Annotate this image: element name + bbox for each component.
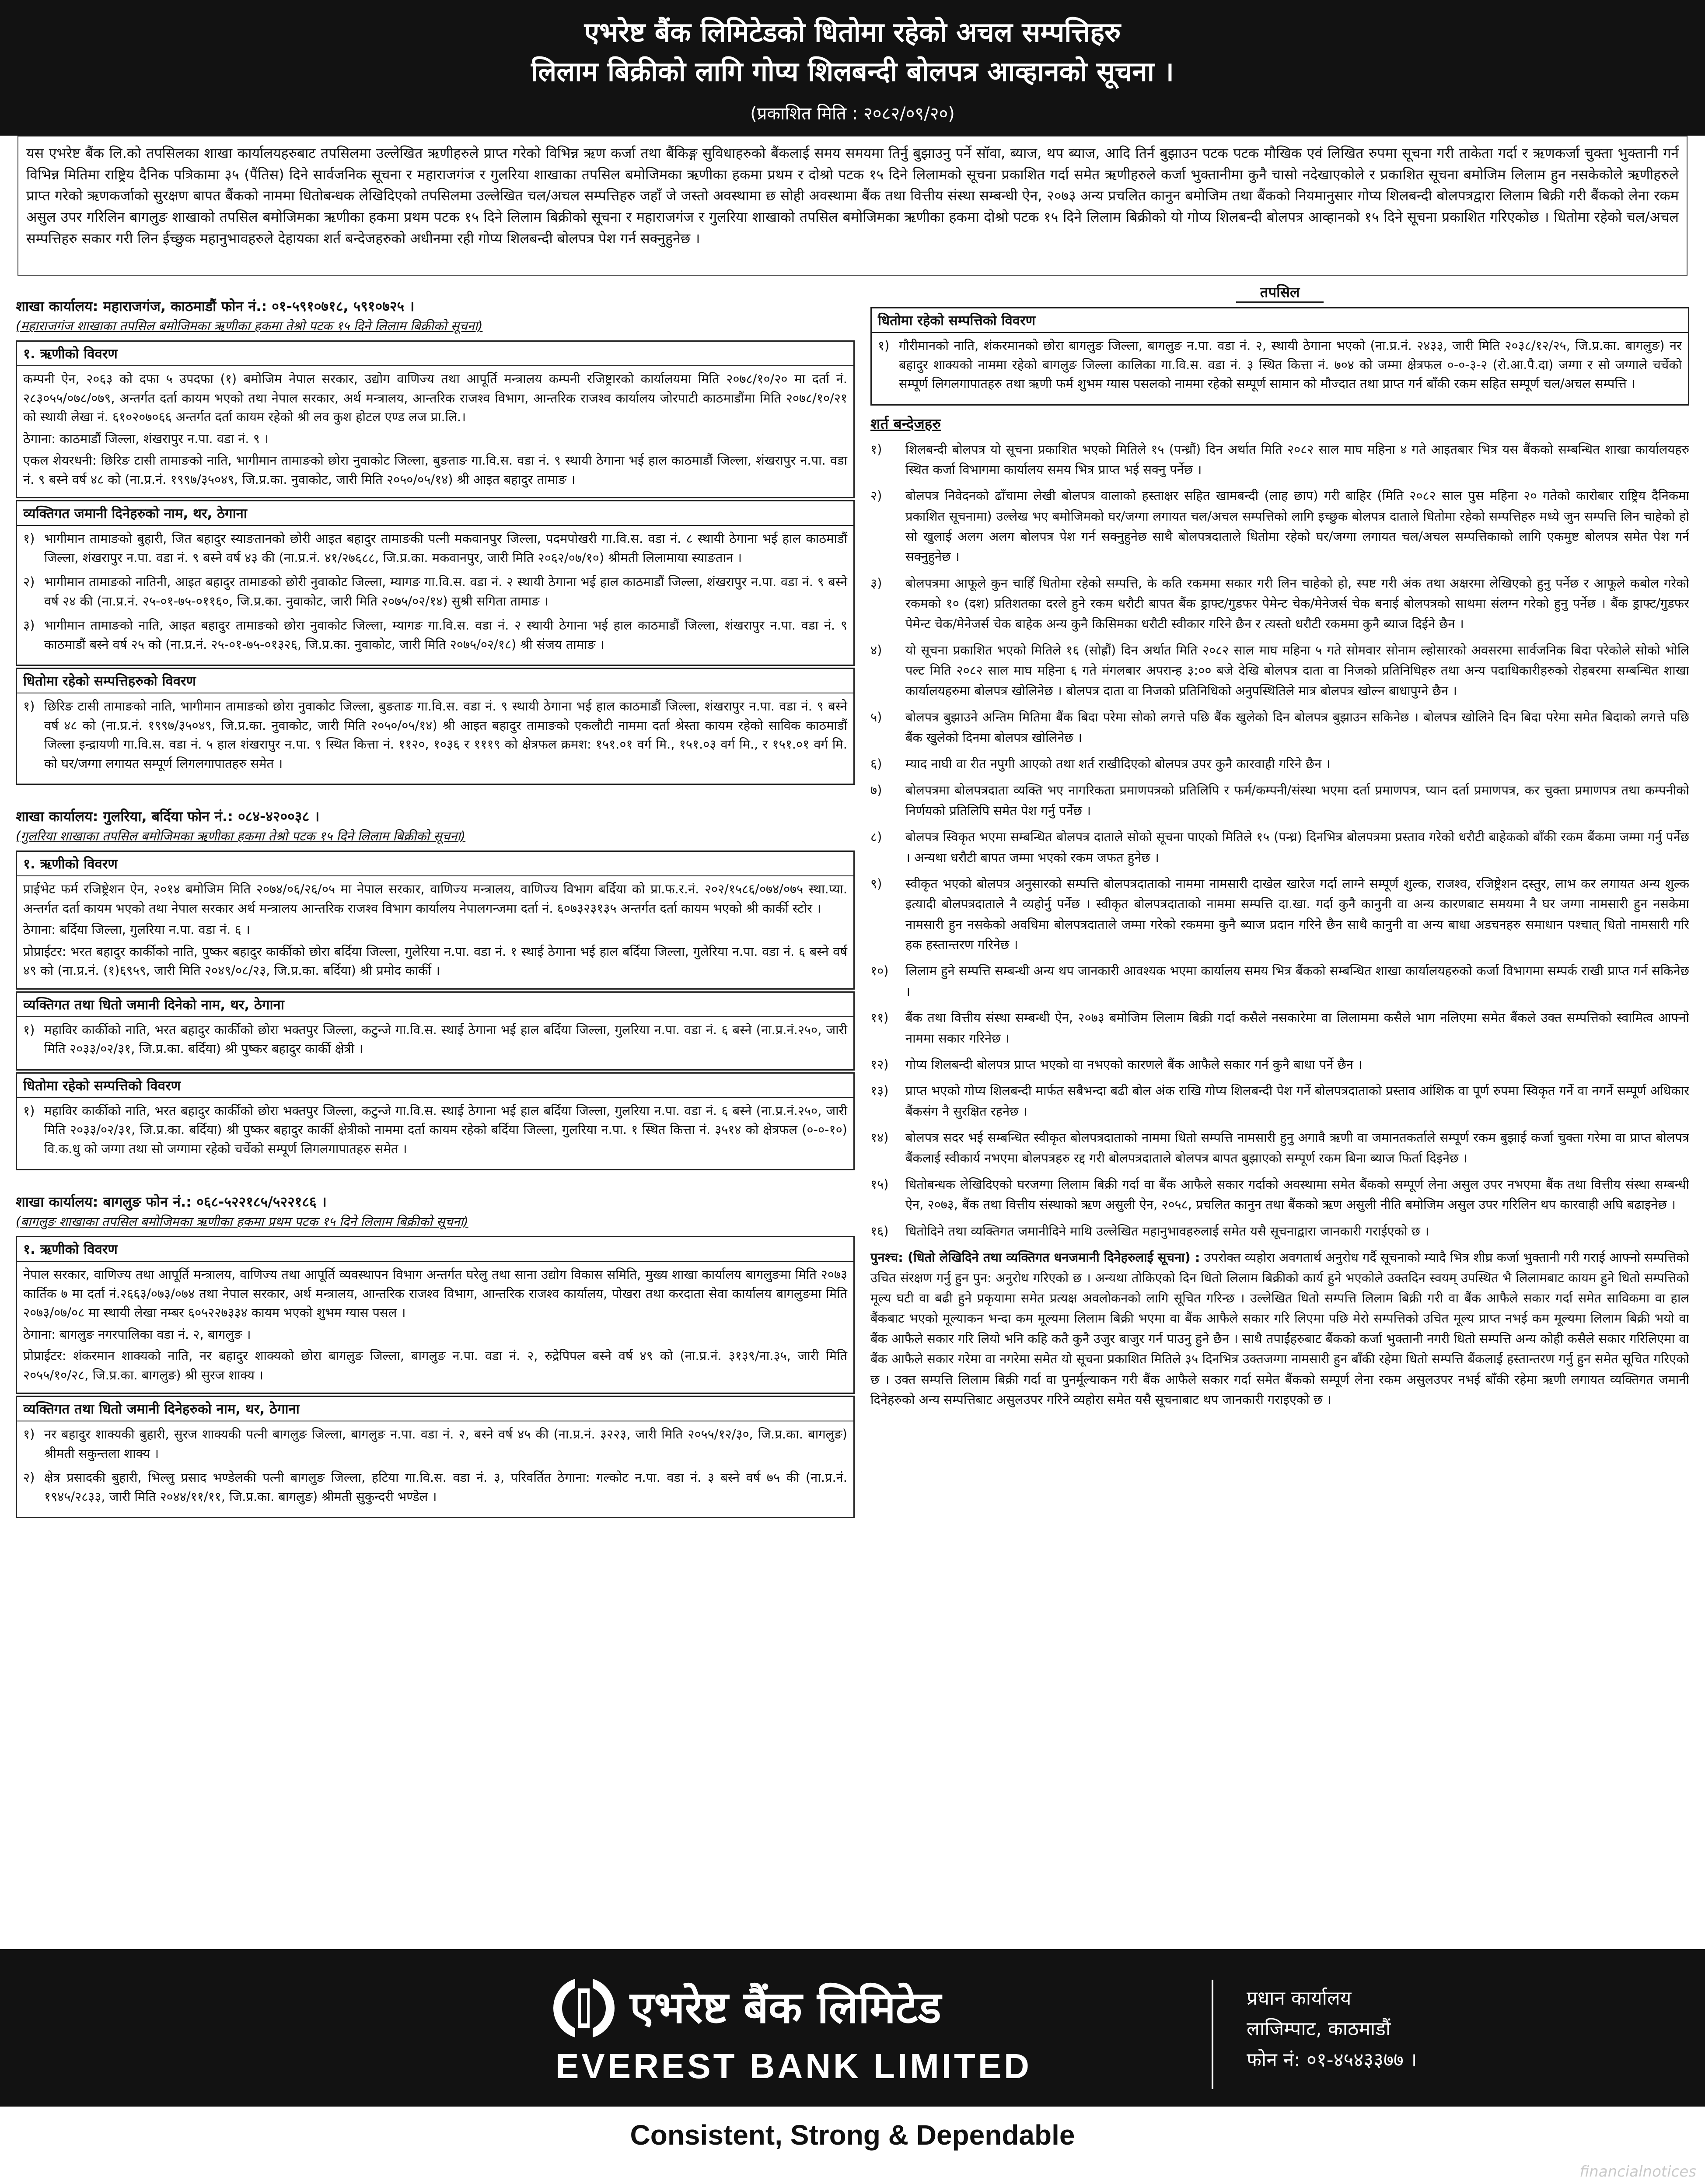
notice-title-line1: एभरेष्ट बैंक लिमिटेडको धितोमा रहेको अचल सम्पत्तिहरु xyxy=(584,16,1121,48)
condition-number: १४) xyxy=(870,1130,889,1145)
condition-item xyxy=(870,1008,1689,1048)
condition-item xyxy=(870,573,1689,634)
condition-text: बोलपत्रमा आफूले कुन चाहिँ धितोमा रहेको सम्पत्ति, के कति रकममा सकार गरी लिन चाहेको हो, स्पष्ट गरी अंक तथा अक्षरमा लेखिएको हुनु पर्नेछ र आफूले कबोल गरेको रकमको १० (दश) प्रतिशतका दरले हुने रकम धरौटी बापत बैंक ड्राफ्ट/गुडफर पेमेन्ट चेक/मेनेजर्स चेक बनाई बोलपत्रको साथमा संलग्न गरेको हुनु पर्नेछ । बैंक ड्राफ्ट/गुडफर पेमेन्ट चेक/मेनेजर्स चेक बाहेक अन्य कुनै किसिमका धरौटी स्वीकार गरिने छैन र त्यस्तो धरौटी रकममा कुनै ब्याज दिईने छैन । xyxy=(905,575,1689,631)
condition-text: प्राप्त भएको गोप्य शिलबन्दी मार्फत सबैभन्दा बढी बोल अंक राखि गोप्य शिलबन्दी पेश गर्ने बोलपत्रदाताको प्रस्ताव आंशिक वा पूर्ण रुपमा स्विकृत गर्ने वा नगर्ने सम्पूर्ण अधिकार बैंकसंग नै सुरक्षित रहनेछ । xyxy=(905,1083,1689,1119)
branch-office-heading: शाखा कार्यालय: गुलरिया, बर्दिया फोन नं.: ०८४-४२००३८ । xyxy=(16,808,320,825)
condition-number: १३) xyxy=(870,1083,889,1099)
condition-text: बोलपत्र स्विकृत भएमा सम्बन्धित बोलपत्र दाताले सोको सूचना पाएको मितिले १५ (पन्ध्र) दिनभित्र बोलपत्रमा प्रस्ताव गरेको धरौटी बाहेकको बाँकी रकम बैंकमा जम्मा गर्नु पर्नेछ । अन्यथा धरौटी बापत जम्मा भएको रकम जफत हुनेछ । xyxy=(905,830,1689,865)
borrower-para: नेपाल सरकार, वाणिज्य तथा आपूर्ति मन्त्रालय, वाणिज्य तथा आपूर्ति व्यवस्थापन विभाग अन्तर्गत घरेलु तथा साना उद्योग विकास समिति, मुख्य शाखा कार्यालय बागलुङमा मिति २०७३ कार्तिक ७ मा दर्ता नं.२६६३/०७३/०७४ तथा नेपाल सरकार, अर्थ मन्त्रालय, आन्तरिक राजश्व विभाग, आन्तरिक राजश्व कार्यालय, पोखरा तथा करदाता सेवा कार्यालय बागलुङमा मिति २०७३/०७/०८ मा स्थायी लेखा नम्बर ६०५२२७३३४ कायम भएको शुभम ग्यास पसल । xyxy=(23,1267,847,1320)
tapsil-heading: तपसिल xyxy=(1236,282,1324,303)
branch-office-heading: शाखा कार्यालय: महाराजगंज, काठमाडौं फोन नं.: ०१-५९१०७१८, ५९१०७२५ । xyxy=(16,298,415,315)
condition-number: ११) xyxy=(870,1010,889,1026)
borrower-para: प्रोप्राईटर: शंकरमान शाक्यको नाति, नर बहादुर शाक्यको छोरा बागलुङ जिल्ला, बागलुङ न.पा. वडा नं. २, रुद्रेपिपल बस्ने वर्ष ४९ को (ना.प्र.नं. ३१३९/ना.३५, जारी मिति २०५५/१०/२८, जि.प्र.का. बागलुङ) श्री सुरज शाक्य । xyxy=(23,1348,847,1382)
guarantor-box xyxy=(16,1396,855,1518)
head-office-label: प्रधान कार्यालय xyxy=(1247,1987,1352,2009)
borrower-para: ठेगाना: काठमाडौं जिल्ला, शंखरापुर न.पा. वडा नं. ९ । xyxy=(23,431,269,446)
condition-number: १) xyxy=(870,441,882,457)
borrower-para: ठेगाना: बागलुङ नगरपालिका वडा नं. २, बागलुङ । xyxy=(23,1326,251,1342)
property-box xyxy=(16,668,855,785)
intro-paragraph: यस एभरेष्ट बैंक लि.को तपसिलका शाखा कार्यालयहरुबाट तपसिलमा उल्लेखित ऋणीहरुले प्राप्त गरेको विभिन्न ऋण कर्जा तथा बैंकिङ्ग सुविधाहरुको बैंकलाई समय समयमा तिर्नु बुझाउनु पर्ने सॉवा, ब्याज, थप ब्याज, आदि तिर्न बुझाउन पटक पटक मौखिक एवं लिखित रुपमा सूचना गरी ताकेता गर्दा र ऋणकर्जा चुक्ता भुक्तानी गर्न विभिन्न मितिमा राष्ट्रिय दैनिक पत्रिकामा ३५ (पैंतिस) दिने सार्वजनिक सूचना र महाराजगंज र गुलरिया शाखाका तपसिल बमोजिमका ऋणीका हकमा प्रथम र दोश्रो पटक १५ दिने लिलामको सूचना प्रकाशित गर्दा समेत ऋणीहरुले कर्जा भुक्तानीमा कुनै चासो नदेखाएकोले र प्रकाशित सूचना बमोजिम लिलाम हुन नसकेकोले ऋणीहरुले प्राप्त गरेको ऋणकर्जाको सुरक्षण बापत बैंकको नाममा धितोबन्धक लेखिदिएको तपसिलमा उल्लेखित चल/अचल सम्पत्तिहरु जहाँ जे जस्तो अवस्थामा छ सोही अवस्थामा बैंक तथा वित्तीय संस्था सम्बन्धी ऐन, २०७३ अन्य प्रचलित कानुन बमोजिम तथा बैंकको नियमानुसार गोप्य शिलबन्दी बोलपत्रद्वारा लिलाम बिक्री गरी बैंकको लेना रकम असुल उपर गरिलिन बागलुङ शाखाको तपसिल बमोजिमका ऋणीका हकमा प्रथम पटक १५ दिने लिलाम बिक्रीको सूचना र महाराजगंज र गुलरिया शाखाको तपसिल बमोजिमका ऋणीका हकमा दोश्रो पटक १५ दिने लिलाम बिक्रीको यो गोप्य शिलबन्दी बोलपत्र आव्हानको १५ दिने सूचना प्रकाशित गरिएकोछ । धितोमा रहेको चल/अचल सम्पत्तिहरु सकार गरी लिन ईच्छुक महानुभावहरुले देहायका शर्त बन्देजहरुको अधीनमा रही गोप्य शिलबन्दी बोलपत्र पेश गर्न सक्नुहुनेछ । xyxy=(17,136,1688,276)
guarantor-item: ३) भागीमान तामाङको नाति, आइत बहादुर तामाङको छोरा नुवाकोट जिल्ला, म्यागङ गा.वि.स. वडा नं. २ स्थायी ठेगाना भई हाल काठमाडौं जिल्ला, शंखरापुर न.पा. वडा नं. ९ काठमाडौं बस्ने वर्ष २५ को (ना.प्र.नं. २५-०१-७५-०१३२६, जि.प्र.का. नुवाकोट, जारी मिति २०७५/०२/१८) श्री संजय तामाङ । xyxy=(23,618,847,652)
condition-number: १६) xyxy=(870,1223,889,1239)
branch-notice-note: (महाराजगंज शाखाका तपसिल बमोजिमका ऋणीका हकमा तेश्रो पटक १५ दिने लिलाम बिक्रीको सूचना) xyxy=(16,318,483,333)
borrower-box xyxy=(16,340,855,498)
condition-number: ८) xyxy=(870,830,882,845)
condition-text: धितोबन्धक लेखिदिएको घरजग्गा लिलाम बिक्री गर्दा वा बैंक आफैले सकार गर्दाको अवस्थामा समेत बैंकको सम्पूर्ण लेना असुल उपर नभएमा बैंक तथा वित्तीय संस्था सम्बन्धी ऐन, २०७३, बैंक तथा वित्तीय संस्थाको ऋण असुली ऐन, २०५८, प्रचलित कानुन तथा बैंकको ऋण असुली नीति बमोजिम असुल उपर गरिलिन थप कारवाही अघि बढाइनेछ । xyxy=(905,1177,1689,1212)
condition-number: ६) xyxy=(870,756,882,771)
bank-name-nepali: एभरेष्ट बैंक लिमिटेड xyxy=(630,1982,941,2033)
guarantor-box xyxy=(16,500,855,666)
borrower-title: १. ऋणीको विवरण xyxy=(17,1237,853,1262)
condition-number: २) xyxy=(870,488,882,504)
condition-text: गोप्य शिलबन्दी बोलपत्र प्राप्त भएको वा नभएकाे कारणले बैंक आफैले सकार गर्न कुनै बाधा पर्ने छैन । xyxy=(905,1057,1363,1072)
condition-item xyxy=(870,1081,1689,1121)
borrower-para: प्रोप्राईटर: भरत बहादुर कार्कीको नाति, पुष्कर बहादुर कार्कीको छोरा बर्दिया जिल्ला, गुलेरिया न.पा. वडा नं. १ स्थाई ठेगाना भई हाल बर्दिया जिल्ला, गुलेरिया न.पा. वडा नं. ६ बस्ने वर्ष ४९ को (ना.प्र.नं. (१)६९५९, जारी मिति २०४९/०८/२३, जि.प्र.का. बर्दिया) श्री प्रमोद कार्की । xyxy=(23,944,847,978)
branch-notice-note: (बागलुङ शाखाका तपसिल बमोजिमका ऋणीका हकमा प्रथम पटक १५ दिने लिलाम बिक्रीको सूचना) xyxy=(16,1214,468,1229)
guarantor-item: १) नर बहादुर शाक्यकी बुहारी, सुरज शाक्यकी पत्नी बागलुङ जिल्ला, बागलुङ न.पा. वडा नं. २, बस्ने वर्ष ४५ की (ना.प्र.नं. ३२२३, जारी मिति २०५५/१२/३०, जि.प्र.का. बागलुङ) श्रीमती सकुन्तला शाक्य । xyxy=(23,1427,847,1461)
condition-number: ३) xyxy=(870,575,882,591)
collateral-title: धितोमा रहेको सम्पत्तिको विवरण xyxy=(872,308,1688,333)
branch-office-heading: शाखा कार्यालय: बागलुङ फोन नं.: ०६८-५२२१८५/५२२१८६ । xyxy=(16,1194,327,1210)
borrower-box xyxy=(16,850,855,990)
condition-item xyxy=(870,961,1689,1001)
guarantor-item: १) महाविर कार्कीको नाति, भरत बहादुर कार्कीको छोरा भक्तपुर जिल्ला, कटुन्जे गा.वि.स. स्थाई ठेगाना भई हाल बर्दिया जिल्ला, गुलरिया न.पा. वडा नं. ६ बस्ने (ना.प्र.नं.२५०, जारी मिति २०३३/०२/३१, जि.प्र.का. बर्दिया) श्री पुष्कर बहादुर कार्की क्षेत्री । xyxy=(23,1022,847,1056)
condition-item xyxy=(870,486,1689,567)
condition-number: ९) xyxy=(870,876,882,891)
conditions-list xyxy=(870,439,1689,1242)
bank-tagline: Consistent, Strong & Dependable xyxy=(630,2119,1075,2151)
bank-footer xyxy=(0,1949,1705,2107)
guarantor-item: १) भागीमान तामाङको बुहारी, जित बहादुर स्याङतानको छोरी आइत बहादुर तामाङकी पत्नी मकवानपुर जिल्ला, पदमपोखरी गा.वि.स. वडा नं. ८ स्थायी ठेगाना भई हाल काठमाडौं जिल्ला, शंखरापुर न.पा. वडा नं. ९ बस्ने वर्ष ४३ की (ना.प्र.नं. ४१/२७६८८, जि.प्र.का. मकवानपुर, जारी मिति २०६२/०७/१०) श्रीमती लिलामाया स्याङतान । xyxy=(23,531,847,565)
head-office-address: लाजिम्पाट, काठमाडौं xyxy=(1247,2018,1391,2040)
borrower-title: १. ऋणीको विवरण xyxy=(17,342,853,366)
condition-item xyxy=(870,1221,1689,1241)
guarantor-title: व्यक्तिगत जमानी दिनेहरुको नाम, थर, ठेगाना xyxy=(17,501,853,526)
conditions-column xyxy=(870,280,1689,1938)
property-item: १) महाविर कार्कीको नाति, भरत बहादुर कार्कीको छोरा भक्तपुर जिल्ला, कटुन्जे गा.वि.स. स्थाई ठेगाना भई हाल बर्दिया जिल्ला, गुलरिया न.पा. वडा नं. ६ बस्ने (ना.प्र.नं.२५०, जारी मिति २०३३/०२/३१, जि.प्र.का. बर्दिया) श्री पुष्कर बहादुर कार्की क्षेत्रीको नाममा दर्ता कायम रहेको बर्दिया जिल्ला, गुलरिया न.पा. १ स्थित कित्ता नं. ३५१४ को क्षेत्रफल (०-०-१०) वि.क.धु को जग्गा तथा सो जग्गामा रहेको चर्चेको सम्पूर्ण लिगलगापातहरु समेत । xyxy=(23,1103,847,1156)
condition-item xyxy=(870,439,1689,480)
condition-number: १५) xyxy=(870,1177,889,1192)
borrower-para: प्राईभेट फर्म रजिष्ट्रेशन ऐन, २०१४ बमोजिम मिति २०७४/०६/२६/०५ मा नेपाल सरकार, वाणिज्य मन्त्रालय, वाणिज्य विभाग बर्दिया को प्रा.फ.र.नं. २०२/१५८६/०७४/०७५ स्था.प्या. अन्तर्गत दर्ता कायम भएको तथा नेपाल सरकार अर्थ मन्त्रालय आन्तरिक राजश्व विभाग कार्यालय नेपालगन्जमा दर्ता नं. ६०७३२३१३५ अन्तर्गत दर्ता कायम भएको श्री कार्की स्टोर । xyxy=(23,882,847,916)
condition-item xyxy=(870,827,1689,868)
condition-item xyxy=(870,707,1689,748)
condition-item xyxy=(870,1054,1689,1074)
bank-name-english: EVEREST BANK LIMITED xyxy=(556,2047,1032,2086)
condition-item xyxy=(870,780,1689,821)
published-date: (प्रकाशित मिति : २०८२/०९/२०) xyxy=(750,104,955,124)
condition-item xyxy=(870,1127,1689,1168)
condition-text: लिलाम हुने सम्पत्ति सम्बन्धी अन्य थप जानकारी आवश्यक भएमा कार्यालय समय भित्र बैंकको सम्बन्धित शाखा कार्यालयहरुको कर्जा विभागमा सम्पर्क राखी प्राप्त गर्न सकिनेछ । xyxy=(905,963,1689,999)
head-office-info xyxy=(1247,1983,1417,2076)
condition-text: बोलपत्रमा बोलपत्रदाता व्यक्ति भए नागरिकता प्रमाणपत्रको प्रतिलिपि र फर्म/कम्पनी/संस्था भएमा दर्ता प्रमाणपत्र, प्यान दर्ता प्रमाणपत्र, कर चुक्ता प्रमाणपत्र तथा कम्पनीको निर्णयको प्रतिलिपि समेत पेश गर्नु पर्नेछ । xyxy=(905,783,1689,818)
condition-number: १२) xyxy=(870,1057,889,1072)
condition-number: ४) xyxy=(870,643,882,658)
condition-item xyxy=(870,754,1689,774)
notice-header xyxy=(0,0,1705,136)
property-title: धितोमा रहेको सम्पत्तिको विवरण xyxy=(17,1074,853,1098)
condition-number: १०) xyxy=(870,963,889,979)
everest-bank-logo-icon xyxy=(551,1975,617,2041)
postscript-text: उपरोक्त व्यहोरा अवगतार्थ अनुरोध गर्दै सूचनाको म्यादै भित्र शीघ्र कर्जा भुक्तानी गरी गराई आफ्नो सम्पत्तिको उचित संरक्षण गर्नु हुन पुन: अनुरोध गरिएको छ । अन्यथा तोकिएको दिन धितो लिलाम बिक्रीको कार्य हुने भएकोले उक्तदिन स्वयम् उपस्थित भै लिलामबाट कायम हुने धितो सम्पत्तिको मूल्य घटी वा बढी हुने प्रकृयामा समेत प्रत्यक्ष अवलोकनको लागि सूचित गरिन्छ । उल्लेखित धितो सम्पत्ति लिलाम बिक्री गरी वा बैंक आफैले सकार गर्दा समेत साविकमा वा हाल बैंकबाट भएको मूल्याकन भन्दा कम मूल्यमा लिलाम बिक्री भएमा वा बैंक आफैले सकार गरि लिएमा पछि मेरो सम्पत्तिको उचित मूल्य प्राप्त नभई कम मूल्यमा लिलाम बिक्री भयो वा बैंक आफैले सकार गरि लियो भनि कहि कतै कुनै उजुर बाजुर गर्न पाउनु हुने छैन । साथै तपाईंहरुबाट बैंकको कर्जा भुक्तानी नगरी धितो सम्पत्ति अन्य कोही कसैले सकार गरिलिएमा वा बैंक आफैले सकार गरेमा वा नगरेमा समेत यो सूचना प्रकाशित मितिले ३५ दिनभित्र उक्तजग्गा नामसारी हुन बाँकी रहेमा धितो सम्पत्ति बैंकलाई हस्तान्तरण गर्नु हुन समेत सूचित गरिएको छ । उक्त सम्पत्ति लिलाम बिक्री गर्दा वा पुनर्मूल्याकन गरी बैंक आफैले सकार गर्दा समेत बैंकको सम्पूर्ण लेना रकम असुलउपर नभई बाँकी रहेमा ऋणी लगायत व्यक्तिगत जमानी दिनेहरुको अन्य सम्पत्तिबाट असुलउपर गरिने व्यहोरा समेत यसै सूचनाबाट थप जानकारी गराइएको छ । xyxy=(870,1250,1689,1407)
guarantor-item: २) भागीमान तामाङको नातिनी, आइत बहादुर तामाङको छोरी नुवाकोट जिल्ला, म्यागङ गा.वि.स. वडा नं. २ स्थायी ठेगाना भई हाल काठमाडौं जिल्ला, शंखरापुर न.पा. वडा नं. ९ बस्ने वर्ष २४ की (ना.प्र.नं. २५-०१-७५-०११६०, जि.प्र.का. नुवाकोट, जारी मिति २०७५/०२/१४) सुश्री सगिता तामाङ । xyxy=(23,574,847,609)
guarantor-title: व्यक्तिगत तथा धितो जमानी दिनेको नाम, थर, ठेगाना xyxy=(17,993,853,1017)
postscript xyxy=(870,1247,1689,1410)
condition-item xyxy=(870,1174,1689,1215)
condition-text: बोलपत्र बुझाउने अन्तिम मितिमा बैंक बिदा परेमा सोको लगत्ते पछि बैंक खुलेको दिन बोलपत्र बुझाउन सकिनेछ । बोलपत्र खोलिने दिन बिदा परेमा समेत बिदाको लगत्ते पछि बैंक खुलेको दिनमा बोलपत्र खोलिनेछ । xyxy=(905,710,1689,745)
condition-text: शिलबन्दी बोलपत्र यो सूचना प्रकाशित भएको मितिले १५ (पन्ध्रौं) दिन अर्थात मिति २०८२ साल माघ महिना ४ गते आइतबार भित्र यस बैंकको सम्बन्धित शाखा कार्यालयहरु स्थित कर्जा विभागमा कार्यालय समय भित्र प्राप्त भई सक्नु पर्नेछ । xyxy=(905,441,1689,477)
guarantor-box xyxy=(16,991,855,1071)
watermark: financialnotices xyxy=(1579,2163,1696,2180)
condition-text: यो सूचना प्रकाशित भएको मितिले १६ (सोह्रौं) दिन अर्थात मिति २०८२ साल माघ महिना ५ गते सोमवार सोनाम ल्होसारको अवसरमा सार्वजनिक बिदा परेकोले सोको भोलि पल्ट मिति २०८२ साल माघ महिना ६ गते मंगलबार अपरान्ह ३:०० बजे देखि बोलपत्र दाता वा निजको प्रतिनिधिहरु तथा अन्य पदाधिकारीहरुको रोहबरमा सम्बन्धित शाखा कार्यालयहरुमा बोलपत्र खोलिनेछ । बोलपत्र दाता वा निजको प्रतिनिधिको अनुपस्थितिले मात्र बोलपत्र खोल्न बाधापुग्ने छैन । xyxy=(905,643,1689,698)
borrower-para: एकल शेयरधनी: छिरिङ टासी तामाङको नाति, भागीमान तामाङको छोरा नुवाकोट जिल्ला, बुङताङ गा.वि.स. वडा नं. ९ स्थायी ठेगाना भई हाल काठमाडौं जिल्ला, शंखरापुर न.पा. वडा नं. ९ बस्ने वर्ष ४८ को (ना.प्र.नं. १९९७/३५०४९, जि.प्र.का. नुवाकोट, जारी मिति २०५०/०५/१४) श्री आइत बहादुर तामाङ । xyxy=(23,453,847,487)
borrower-title: १. ऋणीको विवरण xyxy=(17,852,853,876)
property-title: धितोमा रहेको सम्पत्तिहरुको विवरण xyxy=(17,669,853,693)
property-box xyxy=(16,1072,855,1171)
condition-text: स्वीकृत भएको बोलपत्र अनुसारको सम्पत्ति बोलपत्रदाताको नाममा नामसारी दाखेल खारेज गर्दा लाग्ने सम्पूर्ण शुल्क, राजश्व, रजिष्ट्रेशन दस्तुर, लाभ कर लगायत अन्य शुल्क इत्यादी बोलपत्रदाताले नै व्यहोर्नु पर्नेछ । स्वीकृत बोलपत्रदाताको नाममा सम्पत्ति दा.खा. गर्दा कुनै कानुनी वा अन्य कारणबाट समयमा नै घर जग्गा नामसारी हुन नसकेमा नामसारी हुन नसकेको अवधिमा बोलपत्रदाताले जम्मा गरेको रकममा कुनै ब्याज प्रदान गरिने छैन साथै कानुनी वा अन्य बाधा अडचनहरु समाधान पश्चात् धितो नामसारी गरि हक हस्तान्तरण गरिनेछ । xyxy=(905,876,1689,952)
branch-details-column xyxy=(16,289,855,1934)
borrower-box xyxy=(16,1236,855,1394)
branch-notice-note: (गुलरिया शाखाका तपसिल बमोजिमका ऋणीका हकमा तेश्रो पटक १५ दिने लिलाम बिक्रीको सूचना) xyxy=(16,829,466,844)
postscript-label: पुनश्च: (धितो लेखिदिने तथा व्यक्तिगत धनजमानी दिनेहरुलाई सूचना) : xyxy=(870,1250,1200,1265)
notice-title-line2: लिलाम बिक्रीको लागि गोप्य शिलबन्दी बोलपत्र आव्हानको सूचना । xyxy=(531,56,1174,88)
collateral-box xyxy=(870,307,1689,406)
condition-item xyxy=(870,874,1689,955)
borrower-para: ठेगाना: बर्दिया जिल्ला, गुलरिया न.पा. वडा नं. ६ । xyxy=(23,922,250,937)
borrower-para: कम्पनी ऐन, २०६३ को दफा ५ उपदफा (१) बमोजिम नेपाल सरकार, उद्योग वाणिज्य तथा आपूर्ति मन्त्रालय कम्पनी रजिष्ट्रारको कार्यालयमा मिति २०७८/१०/२० मा दर्ता नं. २८३०५५/०७८/०७९, अन्तर्गत दर्ता कायम भएको तथा नेपाल सरकार, अर्थ मन्त्रालय, आन्तरिक राजश्व विभाग, आन्तरिक राजश्व कार्यालय जोरपाटी काठमाडौंमा मिति २०७८/१०/२१ को स्थायी लेखा नं. ६१०२०७०६६ अन्तर्गत दर्ता कायम रहेको श्री लव कुश होटल एण्ड लज प्रा.लि.। xyxy=(23,371,847,424)
head-office-phone: फोन नं: ०१-४५४३३७७ । xyxy=(1247,2048,1417,2071)
condition-text: बैंक तथा वित्तीय संस्था सम्बन्धी ऐन, २०७३ बमोजिम लिलाम बिक्री गर्दा कसैले नसकारेमा वा लिलाममा कसैले भाग नलिएमा समेत बैंकले उक्त सम्पत्तिको स्वामित्व आफ्नो नाममा सकार गरिनेछ । xyxy=(905,1010,1689,1046)
condition-item xyxy=(870,640,1689,701)
condition-text: म्याद नाघी वा रीत नपुगी आएको तथा शर्त राखीदिएको बोलपत्र उपर कुनै कारवाही गरिने छैन । xyxy=(905,756,1331,771)
condition-text: बोलपत्र निवेदनको ढाँचामा लेखी बोलपत्र वालाको हस्ताक्षर सहित खामबन्दी (लाह छाप) गरी बाहिर (मिति २०८२ साल पुस महिना २० गतेको कारोबार राष्ट्रिय दैनिकमा प्रकाशित सूचनामा) उल्लेख भए बमोजिमको घर/जग्गा लगायत चल/अचल सम्पत्तिको लागि इच्छुक बोलपत्र दाताले धितोमा रहेको सम्पत्तिहरु मध्ये जुन सम्पत्ति लिन चाहेको हो सो खुलाई अलग अलग बोलपत्र पेश गर्न सक्नुहुनेछ साथै बोलपत्रदाताले धितोमा रहेको घर/जग्गा लगायत चल/अचल सम्पत्तिकाको लागि एकमुष्ट बोलपत्र समेत पेश गर्न सक्नुहुनेछ । xyxy=(905,488,1689,564)
collateral-item: १) गौरीमानको नाति, शंकरमानको छोरा बागलुङ जिल्ला, बागलुङ न.पा. वडा नं. २, स्थायी ठेगाना भएको (ना.प्र.नं. २४३३, जारी मिति २०३८/१२/२५, जि.प्र.का. बागलुङ) नर बहादुर शाक्यको नाममा रहेको बागलुङ जिल्ला कालिका गा.वि.स. वडा नं. ३ स्थित कित्ता नं. ७०४ को जम्मा क्षेत्रफल ०-०-३-२ (रो.आ.पै.दा) जग्गा र सो जग्गाले चर्चेको सम्पूर्ण लिगलगापातहरु तथा ऋणी फर्म शुभम ग्यास पसलको नाममा रहेको सम्पूर्ण सामान को मौज्दात तथा प्राप्त गर्न बाँकी रकम सहित सम्पूर्ण चल/अचल सम्पत्ति । xyxy=(878,338,1682,391)
property-item: १) छिरिङ टासी तामाङको नाति, भागीमान तामाङको छोरा नुवाकोट जिल्ला, बुङताङ गा.वि.स. वडा नं. ९ स्थायी ठेगाना भई हाल काठमाडौं जिल्ला, शंखरापुर न.पा. वडा नं. ९ बस्ने वर्ष ४८ को (ना.प्र.नं. १९९७/३५०४९, जि.प्र.का. नुवाकोट, जारी मिति २०५०/०५/१४) श्री आइत बहादुर तामाङको एकलौटी नाममा दर्ता श्रेस्ता कायम रहेको साविक काठमाडौं जिल्ला इन्द्रायणी गा.वि.स. वडा नं. ५ हाल शंखरापुर न.पा. ९ स्थित कित्ता नं. ११२०, १०३६ र १११९ को क्षेत्रफल क्रमश: १५१.०१ वर्ग मि., १५१.०३ वर्ग मि., र १५१.०१ वर्ग मि. को घर/जग्गा लगायत सम्पूर्ण लिगलगापातहरु समेत । xyxy=(23,699,847,771)
guarantor-title: व्यक्तिगत तथा धितो जमानी दिनेहरुको नाम, थर, ठेगाना xyxy=(17,1397,853,1421)
conditions-heading: शर्त बन्देजहरु xyxy=(870,415,941,432)
condition-text: बोलपत्र सदर भई सम्बन्धित स्वीकृत बोलपत्रदाताको नाममा धितो सम्पत्ति नामसारी हुनु अगावै ऋणी वा जमानतकर्ताले सम्पूर्ण रकम बुझाई कर्जा चुक्ता गरेमा वा प्राप्त बोलपत्र बैंकलाई स्वीकार्य नभएमा बोलपत्रहरु रद्द गरी बोलपत्रदाताले बोलपत्र बापत बुझाएको सम्पूर्ण रकम बिना ब्याज फिर्ता दिइनेछ । xyxy=(905,1130,1689,1166)
condition-number: ७) xyxy=(870,783,882,798)
footer-divider xyxy=(1212,1980,1213,2089)
condition-number: ५) xyxy=(870,710,882,725)
condition-text: धितोदिने तथा व्यक्तिगत जमानीदिने माथि उल्लेखित महानुभावहरुलाई समेत यसै सूचनाद्वारा जानकारी गराईएको छ । xyxy=(905,1223,1429,1239)
guarantor-item: २) क्षेत्र प्रसादकी बुहारी, भिल्लु प्रसाद भण्डेलकी पत्नी बागलुङ जिल्ला, हटिया गा.वि.स. वडा नं. ३, परिवर्तित ठेगाना: गल्कोट न.पा. वडा नं. ३ बस्ने वर्ष ७५ की (ना.प्र.नं. १९४५/२८३३, जारी मिति २०४४/११/११, जि.प्र.का. बागलुङ) श्रीमती सुकुन्दरी भण्डेल । xyxy=(23,1470,847,1504)
